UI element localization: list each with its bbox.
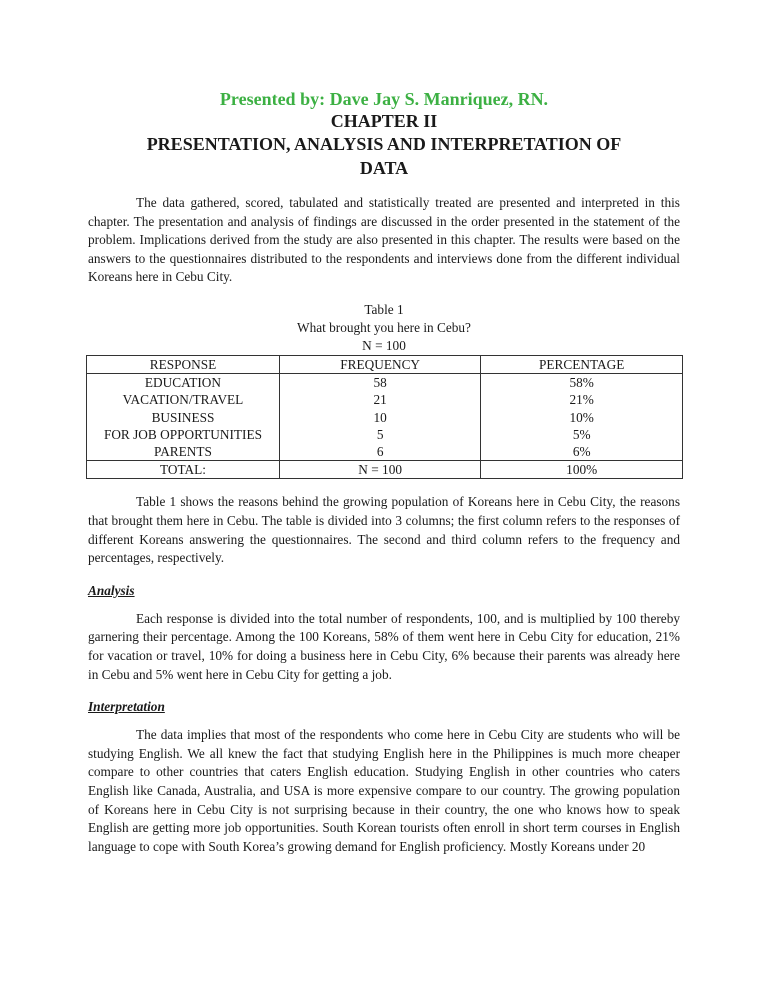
cell-percentage: 10% (481, 409, 683, 426)
cell-response: BUSINESS (87, 409, 280, 426)
total-percentage: 100% (481, 461, 683, 479)
table-row (87, 426, 683, 443)
header-response: RESPONSE (87, 355, 280, 373)
cell-frequency: 6 (279, 443, 480, 461)
table-caption (88, 301, 680, 355)
cell-percentage: 58% (481, 374, 683, 392)
total-frequency: N = 100 (279, 461, 480, 479)
presenter-line: Presented by: Dave Jay S. Manriquez, RN. (219, 89, 549, 109)
table-row (87, 443, 683, 461)
chapter-title (88, 132, 680, 180)
cell-frequency: 21 (279, 391, 480, 408)
total-label: TOTAL: (87, 461, 280, 479)
table-header-row (87, 355, 683, 373)
table-n: N = 100 (362, 337, 406, 353)
cell-percentage: 21% (481, 391, 683, 408)
cell-response: VACATION/TRAVEL (87, 391, 280, 408)
cell-response: EDUCATION (87, 374, 280, 392)
spacer (88, 479, 680, 493)
analysis-paragraph: Each response is divided into the total number of respondents, 100, and is multiplied by 100 thereby garnering their percentage. Among the 100 Koreans, 58% of them went here in Cebu City for education, 21% for vacation or travel, 10% for doing a business here in Cebu City, 6% because their parents was already here in Cebu and 5% went here in Cebu City for getting a job. (88, 610, 680, 682)
cell-frequency: 58 (279, 374, 480, 392)
table-row (87, 409, 683, 426)
cell-frequency: 5 (279, 426, 480, 443)
header-percentage: PERCENTAGE (481, 355, 683, 373)
cell-percentage: 5% (481, 426, 683, 443)
cell-response: PARENTS (87, 443, 280, 461)
cell-percentage: 6% (481, 443, 683, 461)
chapter-title-line-2: DATA (359, 158, 409, 178)
chapter-number: CHAPTER II (330, 111, 438, 131)
interpretation-paragraph: The data implies that most of the respondents who come here in Cebu City are students who will be studying English. We all knew the fact that studying English here in the Philippines is much more cheaper compare to other countries that caters English education. Studying English in other countries who caters English like Canada, Australia, and USA is more expensive compare to our country. The growing population of Koreans here in Cebu City is not surprising because in their country, the one who knows how to speak English are getting more job opportunities. South Korean tourists often enroll in short term courses in English language to cope with South Korea’s growing demand for English proficiency. Mostly Koreans under 20 (88, 727, 680, 854)
table-total-row (87, 461, 683, 479)
cell-frequency: 10 (279, 409, 480, 426)
table-row (87, 374, 683, 392)
document-page (88, 88, 680, 856)
chapter-title-line-1: PRESENTATION, ANALYSIS AND INTERPRETATION OF (146, 134, 622, 154)
header-frequency: FREQUENCY (279, 355, 480, 373)
table-question: What brought you here in Cebu? (297, 319, 471, 335)
table-row (87, 391, 683, 408)
intro-paragraph: The data gathered, scored, tabulated and statistically treated are presented and interpreted in this chapter. The presentation and analysis of findings are discussed in the order presented in the statement of the problem. Implications derived from the study are also presented in this chapter. The results were based on the answers to the questionnaires distributed to the respondents and interviews done from the different individual Koreans here in Cebu City. (88, 195, 680, 285)
cell-response: FOR JOB OPPORTUNITIES (87, 426, 280, 443)
table-label: Table 1 (364, 301, 404, 317)
interpretation-heading: Interpretation (88, 699, 165, 715)
table-description-paragraph: Table 1 shows the reasons behind the growing population of Koreans here in Cebu City, the reasons that brought them here in Cebu. The table is divided into 3 columns; the first column refers to the responses of different Koreans answering the questionnaires. The second and third column refers to the frequency and percentages, respectively. (88, 494, 680, 566)
response-table (86, 355, 683, 479)
analysis-heading: Analysis (88, 582, 135, 598)
